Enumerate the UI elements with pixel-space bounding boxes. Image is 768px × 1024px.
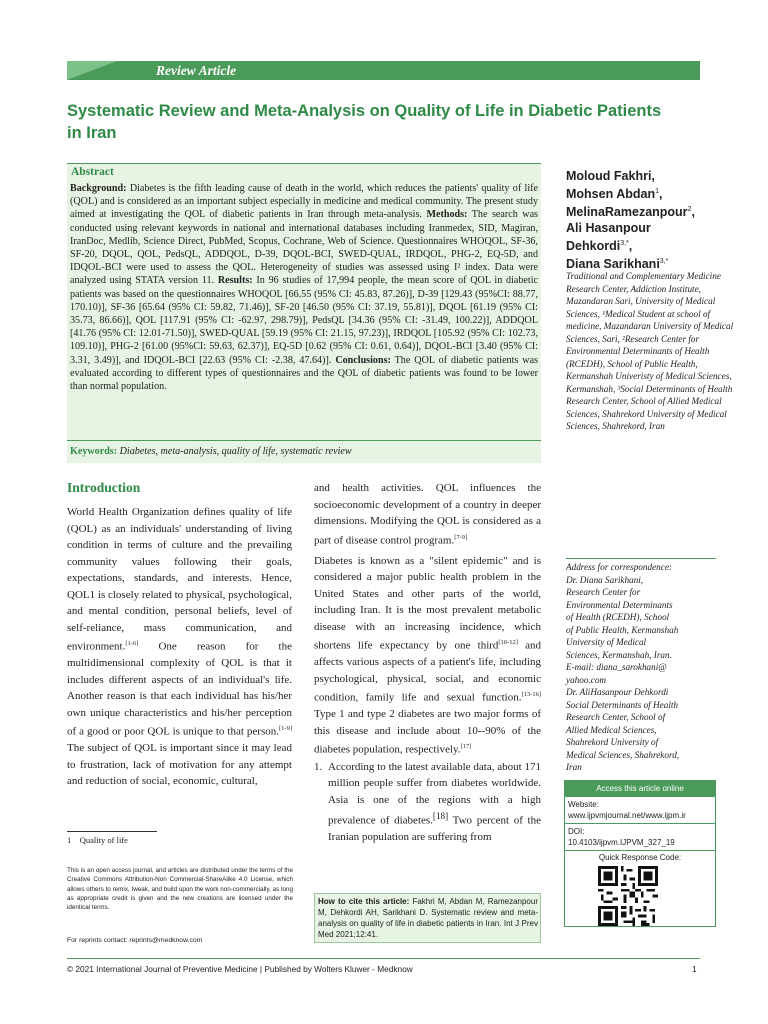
footnote: 1 Quality of life	[67, 835, 128, 845]
citation-label: How to cite this article:	[318, 897, 410, 906]
citation-ref[interactable]: [18]	[432, 811, 449, 822]
methods-text: The search was conducted using relevant keywords in national and international databases including Iranmedex, SID, Magiran, IranDoc, Medlib, Science Direct, PubMed, Scopus, Cochrane, Web of Science. Questionnaires WHOQOL, SF-36, SF-20, DQOL, QOL, PedsQL, ADDQOL, D-39, DQOL-BCI, SWED-QUAL, IRDQOL, PHG-2, EQ-5D, and IDQOL-BCI were used to assess the QOL. Heterogeneity of studies was assessed using I² index. Data were analyzed using STATA version 11.	[70, 209, 538, 287]
background-label: Background:	[70, 183, 127, 194]
doi-label: DOI:	[568, 827, 585, 836]
citation-ref[interactable]: [17]	[460, 743, 472, 751]
access-separator	[565, 850, 715, 851]
list-item: 1. According to the latest available data, about 171 million people suffer from diabetes worldwide. Asia is one of the regions with a high prevalence of diabetes.[18] Two percent of the Iranian population are suffering from	[314, 760, 541, 844]
list-number: 1.	[314, 760, 323, 773]
footer-divider	[67, 958, 700, 959]
correspondence-address: Address for correspondence: Dr. Diana Sarikhani, Research Center for Environmental Determinants of Health (RCEDH), School of Public Health, Kermanshah University of Medical Sciences, Kermanshah, Iran. E-mail: diana_sarokhani@ yahoo.com Dr. AliHasanpour Dehkordi Social Determinants of Health Research Center, School of Allied Medical Sciences, Shahrekord University of Medical Sciences, Shahrekord, Iran	[566, 562, 680, 772]
introduction-heading: Introduction	[67, 480, 141, 495]
keywords-value: Diabetes, meta-analysis, quality of life, systematic review	[117, 446, 352, 457]
methods-label: Methods:	[426, 209, 468, 221]
author-2: Mohsen Abdan$^1$,	[566, 187, 663, 202]
abstract-text	[70, 182, 538, 393]
results-label: Results:	[217, 275, 253, 287]
intro-paragraph-1: World Health Organization defines quality of life (QOL) as an individuals' understanding of living condition in terms of culture and the prevailing community values following their goals, expectations, standards, and interests. Hence, QOL1 is closely related to physical, psychological, and mental condition, personal beliefs, level of self-reliance, mass communication, and environment.[1-6] One reason for the multidimensional complexity of QOL is that it includes different aspects of an individual's life. Another reason is that each individual has his/her own unique characteristics and his/her perception of a good or poor QOL is unique to that person.[1-9] The subject of QOL is important since it may lead to frustration, lack of motivation for any attempt and reduction of social, economic, cultural,	[67, 506, 292, 788]
article-title: Systematic Review and Meta-Analysis on Quality of Life in Diabetic Patients in Iran	[67, 102, 662, 142]
author-list	[566, 168, 736, 273]
body-column-left	[67, 480, 292, 790]
results-text: In 96 studies of 17,994 people, the mean score of QOL in diabetic patients was based on the questionnaires WHOQOL [66.55 (95% CI: 45.83, 87.26)], D-39 [129.43 (95%CI: 88.77, 170.10)], SF-36 [65.64 (95% CI: 59.82, 71.46)], SF-20 [46.50 (95% CI: 37.19, 55.81)], DQOL [61.19 (95% CI: 35.73, 86.66)], QOL [117.91 (95% CI: -62.97, 298.79)], PedsQL [34.36 (95% CI: -31.49, 100.22)], ADDQOL [41.76 (95% CI: 12.01-71.50)], SWED-QUAL [59.19 (95% CI: 21.15, 97.23)], IRDQOL [105.92 (95% CI: 102.73, 109.10)], PHG-2 [61.00 (95%CI: 59.63, 62.37)], EQ-5D [0.62 (95% CI: 0.61, 0.64)], DQOL-BCI [3.40 (95% CI: 3.31, 3.49)], and IDQOL-BCI [22.63 (95% CI: -2.38, 47.64)].	[70, 275, 538, 366]
doi-link[interactable]: 10.4103/ijpvm.IJPVM_327_19	[568, 838, 675, 847]
correspondence-divider	[566, 558, 716, 559]
abstract-heading: Abstract	[71, 166, 114, 178]
reprints-contact: For reprints contact: reprints@medknow.com	[67, 937, 203, 944]
citation-ref[interactable]: [7-9]	[454, 533, 468, 541]
conclusions-text: The QOL of diabetic patients was evaluated according to different types of questionnaires and the QOL of diabetic patients was found to be lower than normal population.	[70, 354, 539, 393]
qr-label: Quick Response Code:	[598, 853, 682, 862]
footnote-divider	[67, 831, 157, 832]
background-text: Diabetes is the fifth leading cause of death in the world, which reduces the patients' quality of life (QOL) and is considered as an important subject especially in medicine and medical community. The present study aimed at investigating the QOL of diabetic patients in Iran through meta-analysis.	[70, 183, 538, 221]
keywords-label: Keywords:	[70, 446, 118, 457]
intro-paragraph-2: and health activities. QOL influences the socioeconomic development of a country in deeper dimensions. Modifying the QOL is considered as a part of disease control program.[7-9]	[314, 482, 541, 547]
page-number: 1	[692, 964, 697, 974]
author-4-surname: Dehkordi$^{3,*}$,	[566, 239, 633, 254]
citation-text: How to cite this article: Fakhri M, Abdan M, Ramezanpour M, Dehkordi AH, Sarikhani D. Systematic review and meta-analysis on quality of life in diabetic patients in Iran. Int J Prev Med 2021;12:41.	[318, 897, 538, 939]
affiliations: Traditional and Complementary Medicine Research Center, Addiction Institute, Mazandaran Sari, University of Medical Sciences, ¹Medical Student at school of medicine, Mazandaran University of Medical Sciences, Sari, ²Research Center for Environmental Determinants of Health (RCEDH), School of Public Health, Kermanshah Univeristy of Medical Sciences, Kermanshah, ³Social Determinants of Health Research Center, School of Allied Medical Sciences, Shahrekord University of Medical Sciences, Shahrekord, Iran	[566, 271, 734, 431]
qr-code-icon[interactable]	[598, 866, 658, 926]
citation-ref[interactable]: [1-9]	[279, 725, 292, 733]
citation-ref[interactable]: [13-16]	[521, 691, 541, 699]
article-type-label: Review Article	[156, 63, 237, 78]
website-label: Website:	[568, 800, 599, 809]
author-4: Ali Hasanpour	[566, 221, 651, 236]
access-heading: Access this article online	[565, 781, 715, 797]
author-1: Moloud Fakhri,	[566, 169, 655, 183]
body-column-right	[314, 480, 541, 846]
website-link[interactable]: www.ijpvmjournal.net/www.ijpm.ir	[568, 811, 686, 820]
keywords-line	[70, 446, 352, 457]
conclusions-label: Conclusions:	[335, 354, 391, 366]
footer-copyright: © 2021 International Journal of Preventive Medicine | Published by Wolters Kluwer - Medknow	[67, 964, 413, 974]
citation-ref[interactable]: [1-6]	[125, 640, 139, 647]
license-text: This is an open access journal, and articles are distributed under the terms of the Creative Commons Attribution-Non Commercial-ShareAlike 4.0 License, which allows others to remix, tweak, and build upon the work non-commercially, as long as appropriate credit is given and the new creations are licensed under the identical terms.	[67, 867, 293, 912]
banner-notch-decoration	[67, 61, 117, 80]
access-separator	[565, 823, 715, 824]
citation-ref[interactable]: [10-12]	[498, 639, 518, 647]
intro-paragraph-3: Diabetes is known as a "silent epidemic" and is considered a major public health problem in the United States and other parts of the world, including Iran. It is the most prevalent metabolic disease with an increasing incidence, which shortens life expectancy by one third[10-12] and affects various aspects of a patient's life, including psychological, physical, social, and economic condition, family life and sexual function.[13-16] Type 1 and type 2 diabetes are two major forms of this disease and include about 10--90% of the diabetes population, respectively.[17]	[314, 554, 541, 757]
author-5: Diana Sarikhani$^{3,*}$	[566, 257, 669, 272]
keywords-divider	[67, 440, 541, 441]
author-3: MelinaRamezanpour$^2$,	[566, 205, 695, 220]
